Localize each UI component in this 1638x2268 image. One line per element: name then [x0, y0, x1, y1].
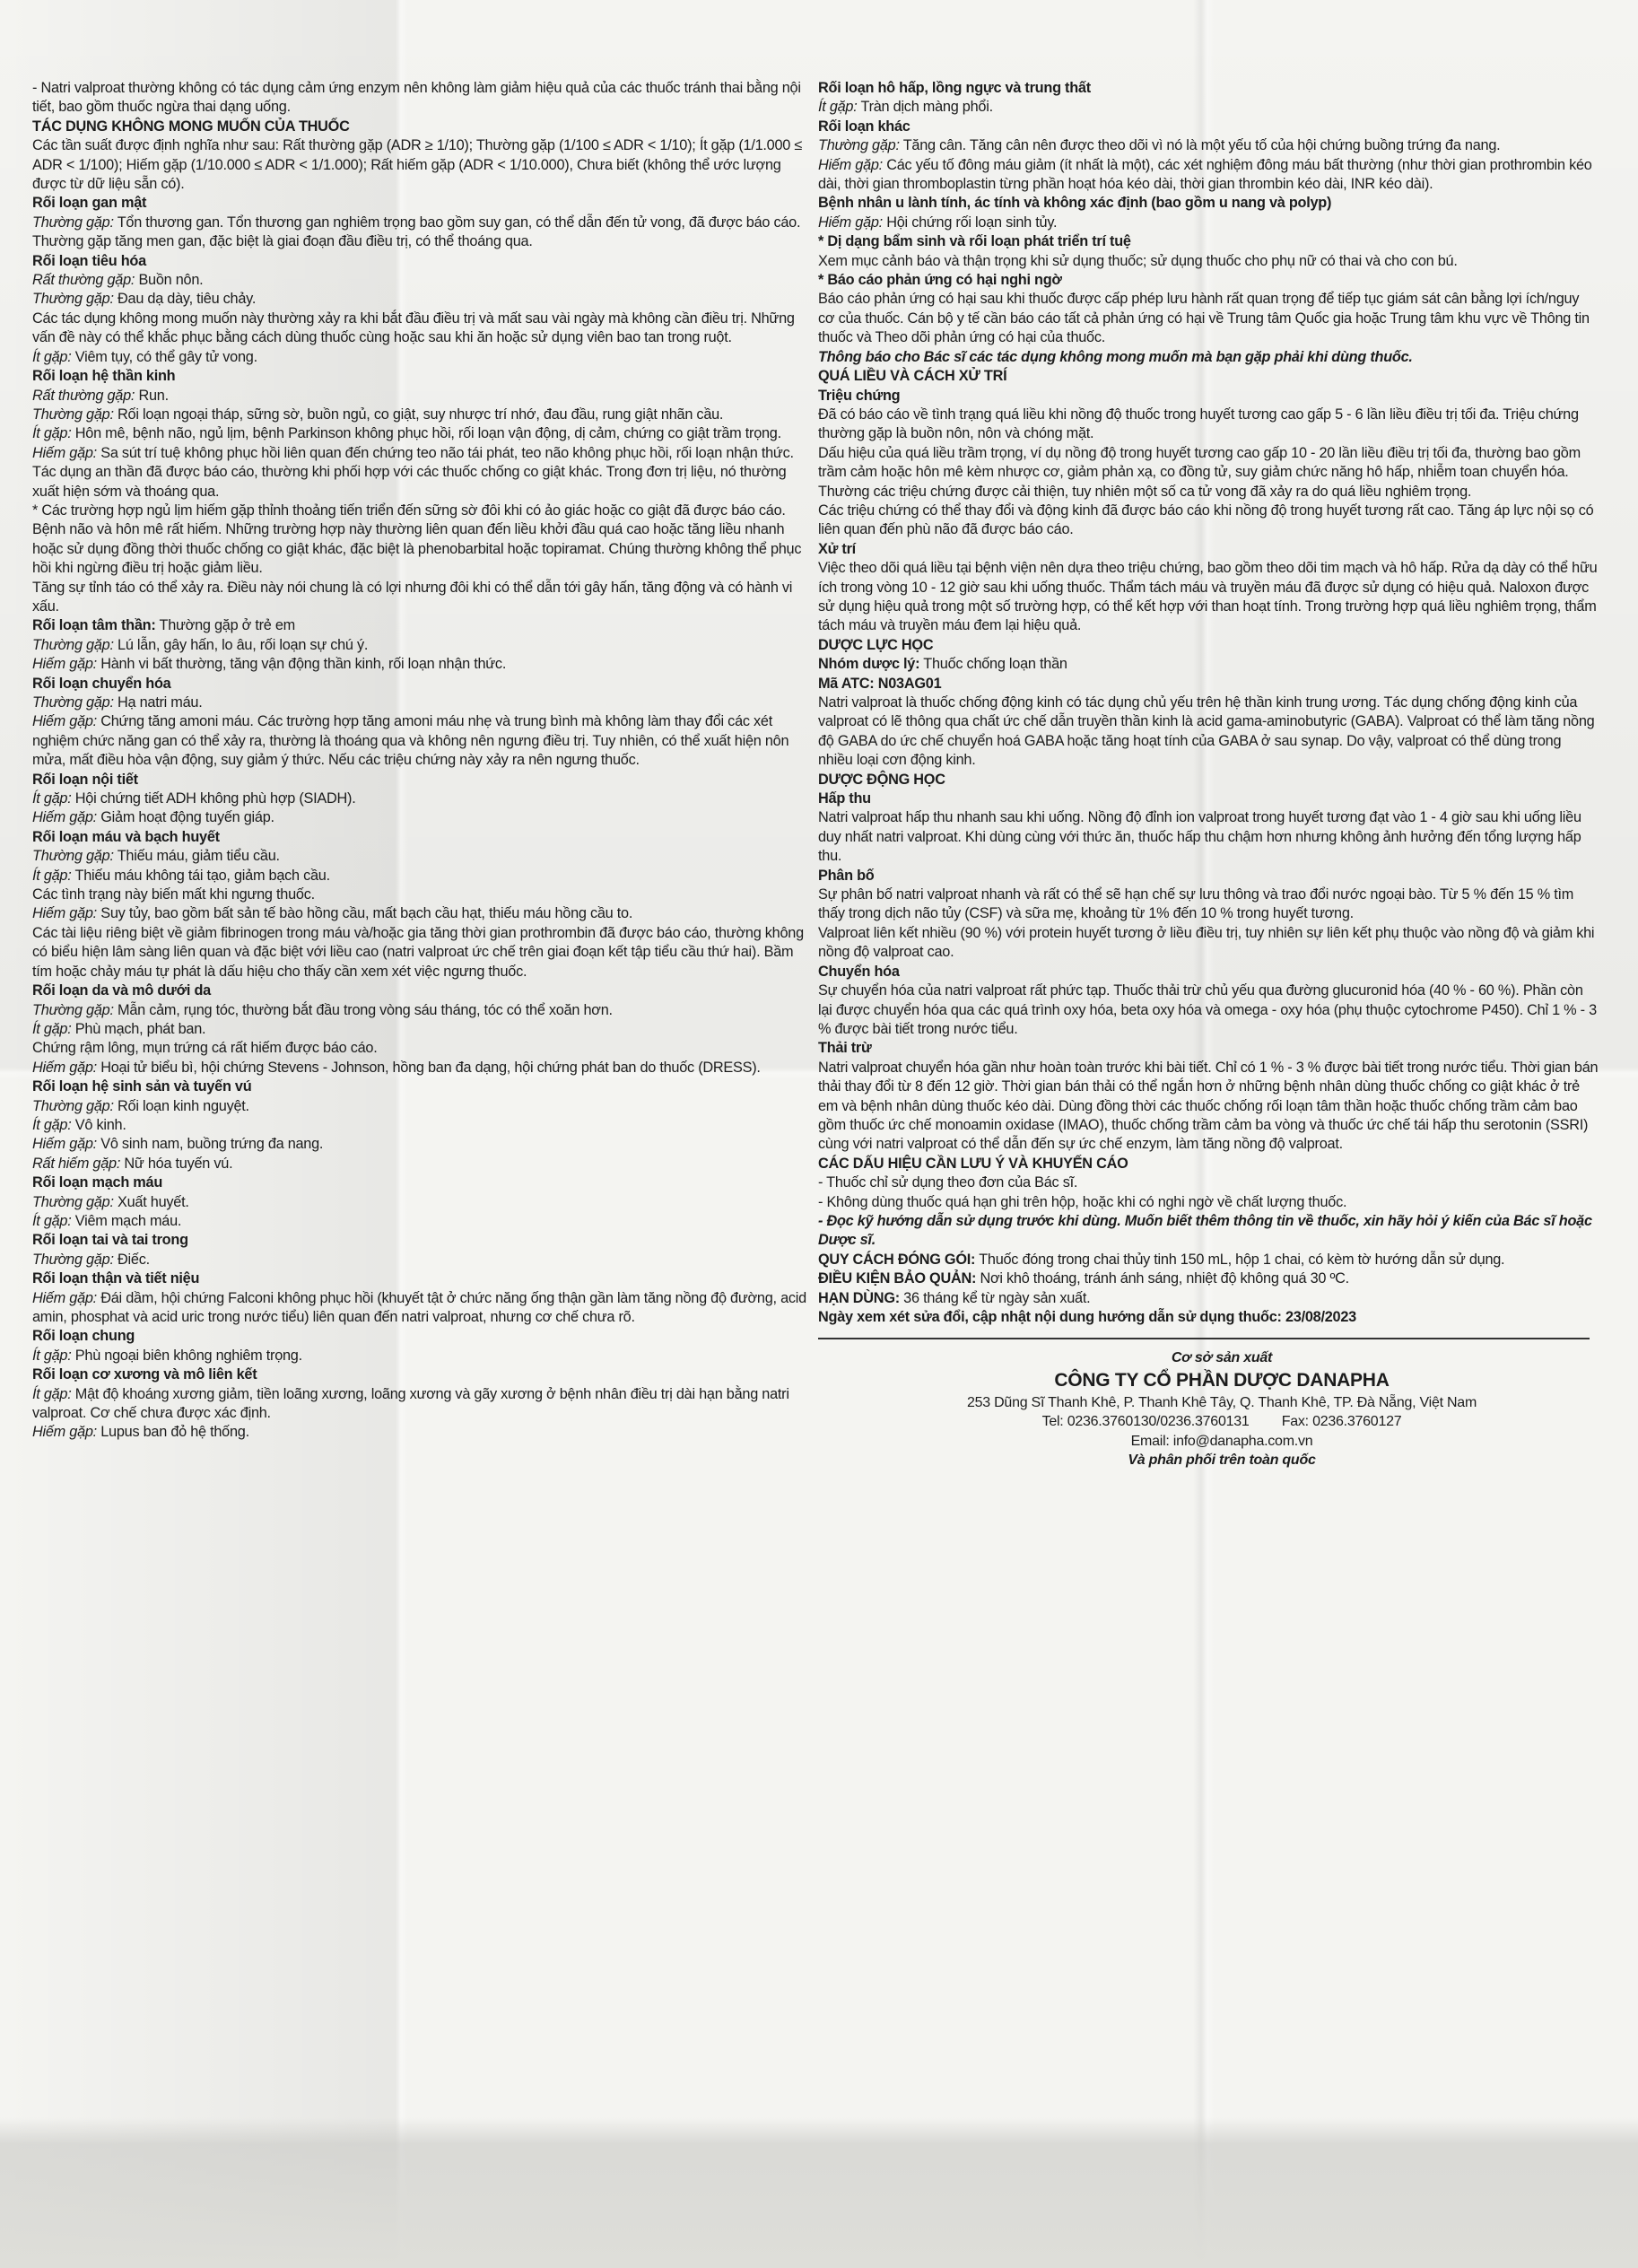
labeled-line [818, 655, 1599, 674]
frequency-line [32, 1289, 809, 1328]
paragraph: Tăng sự tỉnh táo có thể xảy ra. Điều này nói chung là có lợi nhưng đôi khi có thể dẫn tới gây hấn, tăng động và có hành vi xấu. [32, 579, 793, 615]
frequency-line [32, 1059, 809, 1077]
line-heading: QUY CÁCH ĐÓNG GÓI: [818, 1251, 976, 1268]
labeled-line [818, 1251, 1599, 1269]
right-column-text [818, 79, 1599, 1327]
line-text: Thường gặp ở trẻ em [155, 617, 295, 634]
section-heading: Rối loạn cơ xương và mô liên kết [32, 1366, 257, 1383]
frequency-text: Viêm tụy, có thể gây tử vong. [71, 348, 257, 365]
frequency-label: Ít gặp: [32, 1385, 72, 1402]
frequency-text: Tràn dịch màng phổi. [857, 99, 993, 116]
paragraph: Tác dụng an thần đã được báo cáo, thường khi phối hợp với các thuốc chống co giật khác. Trong đơn trị liệu, nó thường xuất hiện sớm và thoáng qua. [32, 464, 787, 500]
paragraph: Natri valproat chuyển hóa gần như hoàn toàn trước khi bài tiết. Chỉ có 1 % - 3 % được bài tiết trong nước tiểu. Thời gian bán thải thay đổi từ 8 đến 12 giờ. Thời gian bán thải có thể ngắn hơn ở những bệnh nhân dùng thuốc chống co giật khác ở trẻ em và bệnh nhân dùng thuốc kéo dài. Dùng đồng thời các thuốc chống rối loạn tâm thần hoặc thuốc chống trầm cảm bao gồm thuốc ức chế monoamin oxidase (IMAO), thuốc chống trầm cảm ba vòng và thuốc ức chế tái hấp thu serotonin (SSRI) cùng với natri valproat có thể dẫn đến sự ức chế enzym, làm tăng nồng độ valproat. [818, 1059, 1599, 1153]
frequency-label: Hiếm gặp: [32, 656, 97, 673]
section-heading: Rối loạn gan mật [32, 195, 147, 212]
frequency-text: Rối loạn ngoại tháp, sững sờ, buồn ngủ, co giật, suy nhược trí nhớ, đau đầu, rung giật nhãn cầu. [113, 406, 724, 423]
frequency-label: Thường gặp: [32, 214, 114, 231]
frequency-text: Hạ natri máu. [113, 694, 203, 711]
section-heading: Rối loạn hô hấp, lồng ngực và trung thất [818, 80, 1091, 96]
paragraph: - Không dùng thuốc quá hạn ghi trên hộp, hoặc khi có nghi ngờ về chất lượng thuốc. [818, 1193, 1347, 1210]
line-text: Nơi khô thoáng, tránh ánh sáng, nhiệt độ không quá 30 ºC. [976, 1270, 1349, 1287]
section-heading: Rối loạn hệ thần kinh [32, 368, 176, 385]
frequency-text: Thiếu máu, giảm tiểu cầu. [113, 848, 280, 865]
section-heading: QUÁ LIỀU VÀ CÁCH XỬ TRÍ [818, 368, 1007, 385]
frequency-text: Vô sinh nam, buồng trứng đa nang. [96, 1136, 324, 1153]
section-heading: Chuyển hóa [818, 963, 900, 980]
section-heading: Bệnh nhân u lành tính, ác tính và không xác định (bao gồm u nang và polyp) [818, 195, 1332, 212]
frequency-label: Ít gặp: [32, 1020, 72, 1037]
paragraph: Xem mục cảnh báo và thận trọng khi sử dụng thuốc; sử dụng thuốc cho phụ nữ có thai và cho con bú. [818, 252, 1458, 269]
frequency-label: Ít gặp: [818, 99, 858, 116]
frequency-text: Các yếu tố đông máu giảm (ít nhất là một), các xét nghiệm đông máu bất thường (như thời gian prothrombin kéo dài, thời gian thromboplastin từng phần hoạt hóa kéo dài, thời gian thrombin kéo dài, INR kéo dài). [818, 156, 1592, 193]
frequency-label: Hiếm gặp: [32, 1424, 97, 1441]
paragraph: Natri valproat là thuốc chống động kinh có tác dụng chủ yếu trên hệ thần kinh trung ương. Tác dụng chống động kinh của valproat có lẽ thông qua chất ức chế dẫn truyền thần kinh là acid gama-aminobutyric (GABA). Valproat có thể làm tăng nồng độ GABA do ức chế chuyển hoá GABA hoặc tăng hoạt tính của GABA ở sau synap. Do vậy, valproat có thể dùng trong nhiều loại cơn động kinh. [818, 694, 1595, 769]
line-heading: ĐIỀU KIỆN BẢO QUẢN: [818, 1270, 977, 1287]
frequency-label: Ít gặp: [32, 867, 72, 884]
frequency-line [32, 1251, 809, 1269]
paragraph: Các tác dụng không mong muốn này thường xảy ra khi bắt đầu điều trị và mất sau vài ngày mà không cần điều trị. Những vấn đề này có thể khắc phục bằng cách dùng thuốc cùng hoặc sau khi ăn hoặc sử dụng viên bao tan trong ruột. [32, 310, 795, 346]
frequency-label: Hiếm gặp: [32, 809, 97, 826]
frequency-text: Thiếu máu không tái tạo, giảm bạch cầu. [71, 867, 330, 884]
frequency-line [818, 98, 1599, 117]
frequency-text: Chứng tăng amoni máu. Các trường hợp tăng amoni máu nhẹ và trung bình mà không làm thay đổi các xét nghiệm chức năng gan có thể xảy ra, thường là thoáng qua và không nên ngưng điều trị. Tuy nhiên, có thể xuất hiện nôn mửa, mất điều hòa vận động, suy giảm ý thức. Nếu các triệu chứng này xảy ra nên ngưng thuốc. [32, 713, 789, 769]
section-heading: Hấp thu [818, 790, 871, 807]
line-heading: HẠN DÙNG: [818, 1289, 900, 1306]
frequency-line [32, 214, 809, 252]
line-heading: Rối loạn tâm thần: [32, 617, 156, 634]
frequency-label: Thường gặp: [32, 1193, 114, 1210]
paragraph: - Natri valproat thường không có tác dụng cảm ứng enzym nên không làm giảm hiệu quả của các thuốc tránh thai bằng nội tiết, bao gồm thuốc ngừa thai dạng uống. [32, 80, 801, 116]
manufacturer-label: Cơ sở sản xuất [1171, 1350, 1273, 1366]
paragraph: Sự chuyển hóa của natri valproat rất phức tạp. Thuốc thải trừ chủ yếu qua đường glucuronid hóa (40 % - 60 %). Phần còn lại được chuyển hóa qua các quá trình oxy hóa, beta oxy hóa và omega - oxy hóa (phụ thuộc cytochrome P450). Chỉ 1 % - 3 % được bài tiết trong nước tiểu. [818, 982, 1597, 1037]
frequency-label: Thường gặp: [32, 636, 114, 653]
frequency-line [818, 214, 1599, 232]
paragraph: * Các trường hợp ngủ lịm hiếm gặp thỉnh thoảng tiến triển đến sững sờ đôi khi có ảo giác hoặc co giật đã được báo cáo. Bệnh não và hôn mê rất hiếm. Những trường hợp này thường liên quan đến liều khởi đầu quá cao hoặc tăng liều nhanh hoặc sử dụng đồng thời thuốc chống co giật khác, đặc biệt là phenobarbital hoặc topiramat. Chúng thường không thể phục hồi khi ngừng điều trị hoặc giảm liều. [32, 502, 802, 577]
frequency-line [32, 1193, 809, 1212]
company-address: 253 Dũng Sĩ Thanh Khê, P. Thanh Khê Tây, Q. Thanh Khê, TP. Đà Nẵng, Việt Nam [966, 1394, 1477, 1410]
manufacturer-footer [854, 1348, 1590, 1470]
frequency-line [32, 867, 809, 885]
frequency-text: Mẫn cảm, rụng tóc, thường bắt đầu trong vòng sáu tháng, tóc có thể xoăn hơn. [113, 1001, 613, 1018]
frequency-label: Ít gặp: [32, 1347, 72, 1364]
distribution-note: Và phân phối trên toàn quốc [1128, 1452, 1316, 1469]
frequency-text: Phù ngoại biên không nghiêm trọng. [71, 1347, 302, 1364]
frequency-label: Thường gặp: [32, 1251, 114, 1268]
frequency-text: Hoại tử biểu bì, hội chứng Stevens - Johnson, hồng ban đa dạng, hội chứng phát ban do thuốc (DRESS). [96, 1059, 761, 1076]
frequency-line [32, 1423, 809, 1442]
section-heading: Rối loạn da và mô dưới da [32, 982, 211, 999]
frequency-label: Rất thường gặp: [32, 272, 135, 289]
section-heading: Rối loạn nội tiết [32, 771, 138, 788]
frequency-line [32, 271, 809, 290]
frequency-label: Hiếm gặp: [32, 905, 97, 922]
frequency-text: Hội chứng rối loạn sinh tủy. [882, 214, 1058, 231]
frequency-text: Phù mạch, phát ban. [71, 1020, 206, 1037]
frequency-line [32, 693, 809, 712]
frequency-label: Ít gặp: [32, 1116, 72, 1133]
frequency-text: Suy tủy, bao gồm bất sản tế bào hồng cầu, mất bạch cầu hạt, thiếu máu hồng cầu to. [96, 905, 633, 922]
frequency-line [32, 387, 809, 406]
frequency-line [32, 1212, 809, 1231]
paragraph: Sự phân bố natri valproat nhanh và rất có thể sẽ hạn chế sự lưu thông và trao đổi nước ngoại bào. Từ 5 % đến 15 % tìm thấy trong dịch não tủy (CSF) và sữa mẹ, khoảng từ 1% đến 10 % trong huyết tương. [818, 886, 1574, 922]
line-heading: Nhóm dược lý: [818, 656, 920, 673]
section-heading: DƯỢC ĐỘNG HỌC [818, 771, 945, 788]
section-heading: Rối loạn khác [818, 118, 910, 135]
frequency-label: Hiếm gặp: [818, 156, 883, 173]
paragraph: Các tài liệu riêng biệt về giảm fibrinogen trong máu và/hoặc gia tăng thời gian prothrombin đã được báo cáo, thường không có biểu hiện lâm sàng liên quan và đặc biệt với liều cao (natri valproat ức chế trên giai đoạn kết tập tiểu cầu thứ hai). Bầm tím hoặc chảy máu tự phát là dấu hiệu cho thấy cần xem xét việc ngưng thuốc. [32, 924, 804, 980]
emphasis-note: Thông báo cho Bác sĩ các tác dụng không mong muốn mà bạn gặp phải khi dùng thuốc. [818, 348, 1413, 365]
left-column [32, 79, 809, 1443]
paragraph: - Thuốc chỉ sử dụng theo đơn của Bác sĩ. [818, 1174, 1078, 1191]
section-heading: Rối loạn tai và tai trong [32, 1232, 188, 1249]
frequency-text: Sa sút trí tuệ không phục hồi liên quan đến chứng teo não tái phát, teo não không phục hồi, rối loạn nhận thức. [96, 444, 794, 461]
frequency-text: Viêm mạch máu. [71, 1212, 182, 1229]
emphasis-note: - Đọc kỹ hướng dẫn sử dụng trước khi dùng. Muốn biết thêm thông tin về thuốc, xin hãy hỏi ý kiến của Bác sĩ hoặc Dược sĩ. [818, 1212, 1592, 1249]
paragraph: Dấu hiệu của quá liều trầm trọng, ví dụ nồng độ trong huyết tương cao gấp 10 - 20 lần liều điều trị tối đa, thường bao gồm trầm cảm hoặc hôn mê kèm nhược cơ, giảm phản xạ, co đồng tử, suy giảm chức năng hô hấp, nhiễm toan chuyển hóa. Thường các triệu chứng được cải thiện, tuy nhiên một số ca tử vong đã xảy ra do quá liều nghiêm trọng. [818, 444, 1581, 500]
frequency-label: Hiếm gặp: [32, 1289, 97, 1306]
frequency-text: Vô kinh. [71, 1116, 126, 1133]
frequency-text: Đái dầm, hội chứng Falconi không phục hồi (khuyết tật ở chức năng ống thận gần làm tăng nồng độ đường, acid amin, phosphat và acid uric trong nước tiểu) liên quan đến natri valproat, nhưng cơ chế chưa rõ. [32, 1289, 806, 1325]
frequency-line [32, 847, 809, 866]
frequency-text: Rối loạn kinh nguyệt. [113, 1097, 249, 1114]
paragraph: Chứng rậm lông, mụn trứng cá rất hiếm được báo cáo. [32, 1040, 378, 1057]
section-heading: * Báo cáo phản ứng có hại nghi ngờ [818, 272, 1062, 289]
paragraph: Việc theo dõi quá liều tại bệnh viện nên dựa theo triệu chứng, bao gồm theo dõi tim mạch và hô hấp. Rửa dạ dày có thể hữu ích trong vòng 10 - 12 giờ sau khi uống thuốc. Thẩm tách máu và truyền máu đã được sử dụng có hiệu quả. Naloxon được sử dụng hiệu quả trong một số trường hợp, có thể kết hợp với than hoạt tính. Trong trường hợp quá liều nghiêm trọng, thẩm tách máu và truyền máu đem lại hiệu quả. [818, 560, 1598, 634]
section-heading: TÁC DỤNG KHÔNG MONG MUỐN CỦA THUỐC [32, 118, 350, 135]
section-heading: Rối loạn chuyển hóa [32, 675, 171, 692]
section-heading: * Dị dạng bẩm sinh và rối loạn phát triển trí tuệ [818, 233, 1131, 250]
frequency-line [32, 290, 809, 309]
frequency-line [32, 1135, 809, 1154]
frequency-line [32, 424, 809, 443]
frequency-label: Thường gặp: [32, 1001, 114, 1018]
section-heading: Phân bố [818, 867, 875, 884]
paper-bottom-shadow [0, 2117, 1638, 2268]
paragraph: Valproat liên kết nhiều (90 %) với protein huyết tương ở liều điều trị, tuy nhiên sự liên kết phụ thuộc vào nồng độ và giảm khi nồng độ valproat cao. [818, 924, 1595, 961]
frequency-line [32, 1155, 809, 1173]
frequency-line [32, 1097, 809, 1116]
frequency-label: Rất hiếm gặp: [32, 1155, 121, 1172]
frequency-label: Hiếm gặp: [32, 1136, 97, 1153]
frequency-line [32, 789, 809, 808]
frequency-label: Thường gặp: [32, 1097, 114, 1114]
frequency-text: Nữ hóa tuyến vú. [120, 1155, 233, 1172]
section-heading: Rối loạn mạch máu [32, 1174, 163, 1191]
paragraph: Các tình trạng này biến mất khi ngưng thuốc. [32, 886, 315, 903]
section-heading: CÁC DẤU HIỆU CẦN LƯU Ý VÀ KHUYẾN CÁO [818, 1155, 1128, 1172]
line-text: Thuốc chống loạn thần [919, 656, 1067, 673]
paragraph: Đã có báo cáo về tình trạng quá liều khi nồng độ thuốc trong huyết tương cao gấp 5 - 6 lần liều điều trị tối đa. Triệu chứng thường gặp là buồn nôn, nôn và chóng mặt. [818, 406, 1579, 442]
frequency-text: Tổn thương gan. Tổn thương gan nghiêm trọng bao gồm suy gan, có thể dẫn đến tử vong, đã được báo cáo. Thường gặp tăng men gan, đặc biệt là giai đoạn đầu điều trị, có thể thoáng qua. [32, 214, 801, 250]
labeled-line [818, 1289, 1599, 1308]
frequency-text: Run. [135, 387, 169, 404]
frequency-label: Thường gặp: [818, 137, 900, 154]
frequency-label: Thường gặp: [32, 848, 114, 865]
frequency-label: Hiếm gặp: [32, 713, 97, 730]
section-heading: Rối loạn thận và tiết niệu [32, 1270, 200, 1287]
section-heading: Xử trí [818, 540, 856, 557]
frequency-text: Buồn nôn. [135, 272, 204, 289]
frequency-text: Hôn mê, bệnh não, ngủ lịm, bệnh Parkinson không phục hồi, rối loạn vận động, dị cảm, chứng co giật trầm trọng. [71, 425, 781, 442]
frequency-line [32, 655, 809, 674]
section-heading: Rối loạn máu và bạch huyết [32, 828, 220, 845]
section-heading: Rối loạn chung [32, 1328, 135, 1345]
frequency-label: Thường gặp: [32, 694, 114, 711]
frequency-label: Thường gặp: [32, 406, 114, 423]
frequency-line [32, 1020, 809, 1039]
frequency-line [32, 348, 809, 367]
section-heading: DƯỢC LỰC HỌC [818, 636, 934, 653]
frequency-text: Tăng cân. Tăng cân nên được theo dõi vì nó là một yếu tố của hội chứng buồng trứng đa nang. [899, 137, 1501, 154]
frequency-line [818, 156, 1599, 195]
frequency-line [32, 1385, 809, 1424]
frequency-line [32, 406, 809, 424]
paragraph: Các tần suất được định nghĩa như sau: Rất thường gặp (ADR ≥ 1/10); Thường gặp (1/100 ≤ ADR < 1/10); Ít gặp (1/1.000 ≤ ADR < 1/100); Hiếm gặp (1/10.000 ≤ ADR < 1/1.000); Rất hiếm gặp (ADR < 1/10.000), Chưa biết (không thể ước lượng được từ dữ liệu sẵn có). [32, 137, 803, 193]
paragraph: Natri valproat hấp thu nhanh sau khi uống. Nồng độ đỉnh ion valproat trong huyết tương đạt vào 1 - 4 giờ sau khi uống liều duy nhất natri valproat. Khi dùng cùng với thức ăn, thuốc hấp thu chậm hơn nhưng không ảnh hưởng đến tổng lượng hấp thu. [818, 809, 1581, 865]
frequency-line [32, 444, 809, 463]
frequency-text: Hành vi bất thường, tăng vận động thần kinh, rối loạn nhận thức. [96, 656, 507, 673]
frequency-line [818, 136, 1599, 155]
frequency-text: Lú lẫn, gây hấn, lo âu, rối loạn sự chú ý. [113, 636, 369, 653]
company-fax: Fax: 0236.3760127 [1281, 1414, 1402, 1430]
frequency-label: Thường gặp: [32, 291, 114, 308]
paragraph: Các triệu chứng có thể thay đổi và động kinh đã được báo cáo khi nồng độ trong huyết tương rất cao. Tăng áp lực nội sọ có liên quan đến phù não đã được báo cáo. [818, 502, 1594, 538]
company-contact [854, 1412, 1590, 1431]
frequency-line [32, 1347, 809, 1365]
frequency-text: Đau dạ dày, tiêu chảy. [113, 291, 257, 308]
company-email: Email: info@danapha.com.vn [1130, 1433, 1313, 1449]
frequency-line [32, 712, 809, 770]
frequency-line [32, 1001, 809, 1020]
frequency-label: Hiếm gặp: [818, 214, 883, 231]
paragraph: Báo cáo phản ứng có hại sau khi thuốc được cấp phép lưu hành rất quan trọng để tiếp tục giám sát cân bằng lợi ích/nguy cơ của thuốc. Cán bộ y tế cần báo cáo tất cả phản ứng có hại về Trung tâm Quốc gia hoặc Trung tâm khu vực về Thông tin thuốc và Theo dõi phản ứng có hại của thuốc. [818, 291, 1590, 346]
section-heading: Mã ATC: N03AG01 [818, 675, 942, 692]
frequency-label: Rất thường gặp: [32, 387, 135, 404]
frequency-label: Ít gặp: [32, 1212, 72, 1229]
labeled-line [818, 1269, 1599, 1288]
labeled-line [32, 616, 809, 635]
line-text: Thuốc đóng trong chai thủy tinh 150 mL, hộp 1 chai, có kèm tờ hướng dẫn sử dụng. [975, 1251, 1505, 1268]
frequency-text: Lupus ban đỏ hệ thống. [96, 1424, 249, 1441]
frequency-line [32, 636, 809, 655]
frequency-text: Xuất huyết. [113, 1193, 189, 1210]
frequency-label: Hiếm gặp: [32, 1059, 97, 1076]
section-heading: Rối loạn tiêu hóa [32, 252, 146, 269]
frequency-line [32, 1116, 809, 1135]
frequency-label: Ít gặp: [32, 790, 72, 807]
frequency-text: Mật độ khoáng xương giảm, tiền loãng xương, loãng xương và gãy xương ở bệnh nhân điều trị dài hạn bằng natri valproat. Cơ chế chưa được xác định. [32, 1385, 789, 1422]
frequency-text: Hội chứng tiết ADH không phù hợp (SIADH). [71, 790, 356, 807]
line-text: 36 tháng kể từ ngày sản xuất. [899, 1289, 1091, 1306]
frequency-label: Hiếm gặp: [32, 444, 97, 461]
frequency-text: Giảm hoạt động tuyến giáp. [96, 809, 274, 826]
right-column [818, 79, 1599, 1470]
section-heading: Triệu chứng [818, 387, 901, 404]
section-heading: Ngày xem xét sửa đổi, cập nhật nội dung hướng dẫn sử dụng thuốc: 23/08/2023 [818, 1309, 1356, 1325]
company-name: CÔNG TY CỔ PHẦN DƯỢC DANAPHA [1054, 1369, 1390, 1391]
footer-divider [818, 1338, 1590, 1339]
frequency-label: Ít gặp: [32, 348, 72, 365]
section-heading: Thải trừ [818, 1040, 872, 1057]
frequency-line [32, 808, 809, 827]
frequency-text: Điếc. [113, 1251, 150, 1268]
frequency-line [32, 904, 809, 923]
section-heading: Rối loạn hệ sinh sản và tuyến vú [32, 1078, 252, 1095]
company-tel: Tel: 0236.3760130/0236.3760131 [1041, 1414, 1250, 1430]
frequency-label: Ít gặp: [32, 425, 72, 442]
